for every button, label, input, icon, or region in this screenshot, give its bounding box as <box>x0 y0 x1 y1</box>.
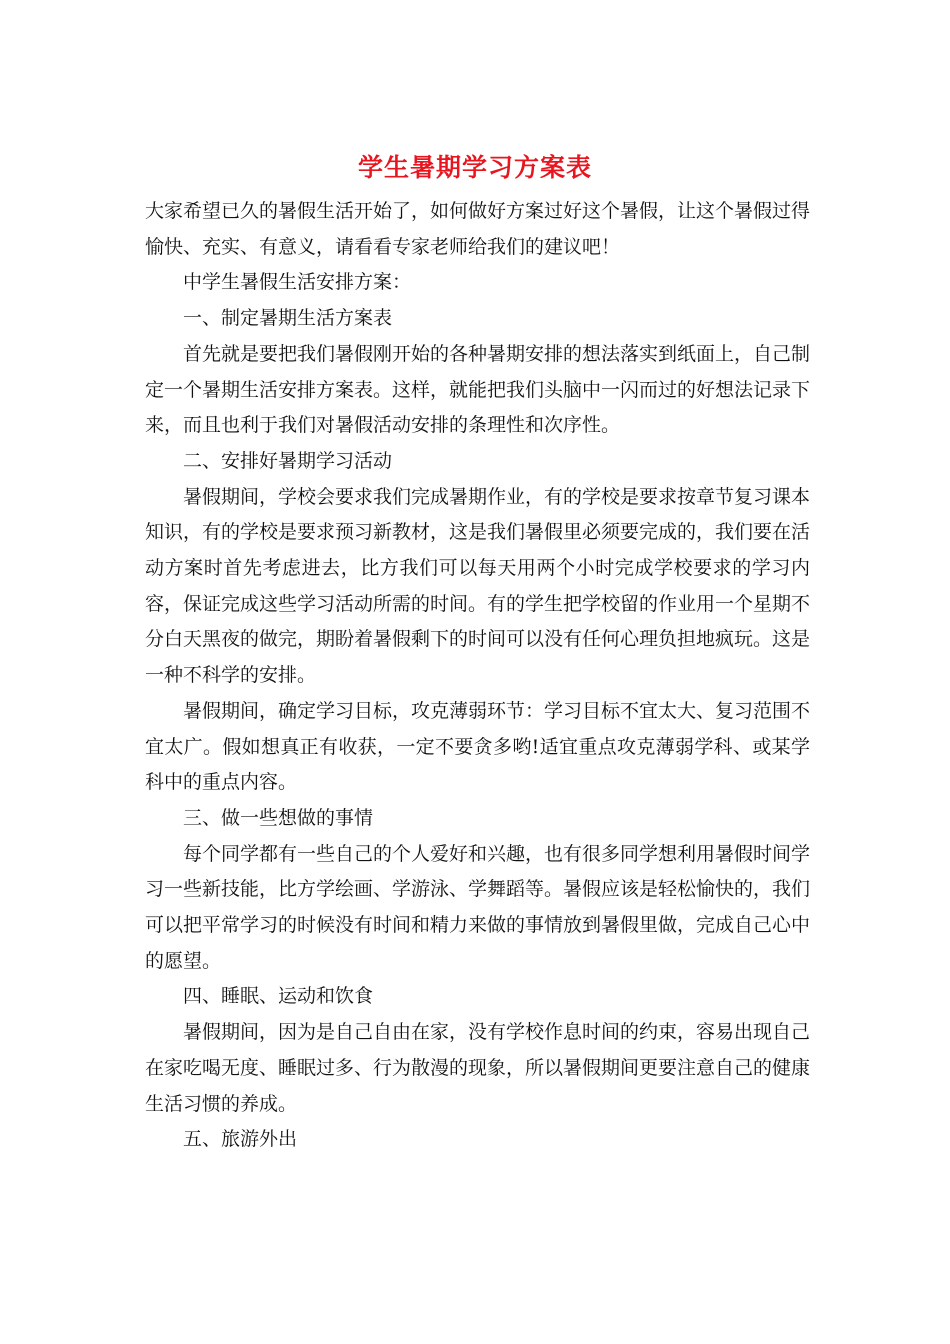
section-heading-4: 四、睡眠、运动和饮食 <box>183 985 374 1008</box>
section-heading-5: 五、旅游外出 <box>183 1128 298 1151</box>
intro-paragraph: 大家希望已久的暑假生活开始了，如何做好方案过好这个暑假，让这个暑假过得愉快、充实、有意义，请看看专家老师给我们的建议吧！ <box>145 200 811 258</box>
document-title: 学生暑期学习方案表 <box>357 153 592 182</box>
section-2-paragraph-1: 暑假期间，学校会要求我们完成暑期作业，有的学校是要求按章节复习课本知识，有的学校是要求预习新教材，这是我们暑假里必须要完成的，我们要在活动方案时首先考虑进去，比方我们可以每天用两个小时完成学校要求的学习内容，保证完成这些学习活动所需的时间。有的学生把学校留的作业用一个星期不分白天黑夜的做完，期盼着暑假剩下的时间可以没有任何心理负担地疯玩。这是一种不科学的安排。 <box>145 485 811 687</box>
plan-heading: 中学生暑假生活安排方案： <box>183 271 412 294</box>
section-heading-1: 一、制定暑期生活方案表 <box>183 307 393 330</box>
section-3-paragraph: 每个同学都有一些自己的个人爱好和兴趣，也有很多同学想利用暑假时间学习一些新技能，比方学绘画、学游泳、学舞蹈等。暑假应该是轻松愉快的，我们可以把平常学习的时候没有时间和精力来做的事情放到暑假里做，完成自己心中的愿望。 <box>145 842 811 972</box>
section-1-paragraph: 首先就是要把我们暑假刚开始的各种暑期安排的想法落实到纸面上，自己制定一个暑期生活安排方案表。这样，就能把我们头脑中一闪而过的好想法记录下来，而且也利于我们对暑假活动安排的条理性和次序性。 <box>145 342 811 437</box>
document-body <box>145 194 810 1158</box>
section-heading-2: 二、安排好暑期学习活动 <box>183 449 393 472</box>
section-2-paragraph-2: 暑假期间，确定学习目标，攻克薄弱环节：学习目标不宜太大、复习范围不宜太广。假如想真正有收获，一定不要贪多哟!适宜重点攻克薄弱学科、或某学科中的重点内容。 <box>145 699 811 794</box>
section-4-paragraph: 暑假期间，因为是自己自由在家，没有学校作息时间的约束，容易出现自己在家吃喝无度、睡眠过多、行为散漫的现象，所以暑假期间更要注意自己的健康生活习惯的养成。 <box>145 1021 811 1115</box>
section-heading-3: 三、做一些想做的事情 <box>183 806 374 829</box>
